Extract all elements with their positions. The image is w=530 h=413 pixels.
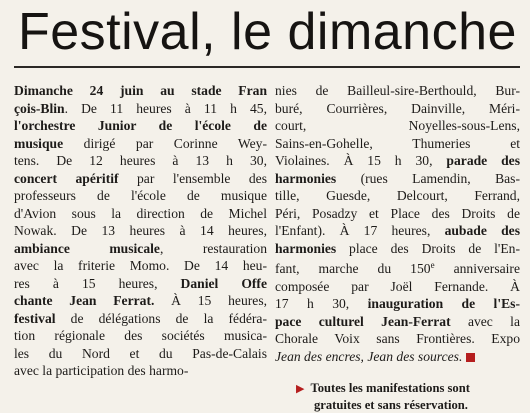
text-run: harmonies (275, 170, 337, 186)
text-run: les du Nord et du Pas-de-Calais (14, 345, 267, 361)
text-run: festival (14, 310, 56, 326)
col1-line (14, 275, 267, 293)
text-run: de délégations de la fédéra- (55, 310, 267, 326)
text-run: tens. De 12 heures à 13 h 30, (14, 153, 267, 168)
text-run: , restauration (159, 240, 267, 256)
text-run: Daniel Offe (180, 275, 267, 291)
col1-line (14, 292, 267, 310)
col1-line (14, 205, 267, 223)
col2-line (275, 295, 520, 313)
text-run: pace culturel Jean-Ferrat (275, 313, 451, 329)
col2-line (275, 205, 520, 223)
text-run: Chorale Voix sans Frontières. Expo (275, 331, 520, 346)
col1-line (14, 327, 267, 345)
col2-line (275, 100, 520, 118)
col1-line (14, 362, 267, 380)
col2-line (275, 348, 520, 366)
text-run: tille, Guesde, Delcourt, Ferrand, (275, 188, 520, 203)
article-headline: Festival, le dimanche (18, 3, 517, 61)
col2-line (275, 135, 520, 153)
text-run: Sains-en-Gohelle, Thumeries et (275, 135, 520, 151)
text-run: anniversaire (434, 261, 520, 276)
text-run: tion régionale des sociétés musica- (14, 328, 267, 343)
triangle-bullet-icon: ▶ (296, 383, 305, 395)
headline-rule (14, 66, 520, 68)
text-run: court, Noyelles-sous-Lens, (275, 118, 520, 133)
col1-line (14, 310, 267, 328)
text-run: parade des (446, 153, 520, 168)
text-run: (rues Lamendin, Bas- (336, 170, 520, 186)
text-run: d'Avion sous la direction de Michel (14, 205, 267, 221)
text-run: Dimanche 24 juin au stade Fran (14, 83, 267, 98)
col1-line (14, 187, 267, 205)
text-run: ambiance musicale (14, 240, 160, 256)
text-run: l'orchestre Junior de l'école de (14, 118, 267, 133)
col1-line (14, 170, 267, 188)
text-run: Nowak. De 13 heures à 14 heures, (14, 223, 267, 238)
col1-line (14, 117, 267, 135)
col2-line (275, 170, 520, 188)
text-run: professeurs de l'école de musique (14, 188, 267, 203)
text-run: inauguration de l'Es- (367, 296, 520, 311)
text-run: aubade des (444, 223, 520, 238)
col1-line (14, 222, 267, 240)
text-run: nies de Bailleul-sire-Berthould, Bur- (275, 83, 520, 98)
text-run: place des Droits de l'En- (336, 240, 520, 256)
footnote-line-1: ▶ Toutes les manifestations sont (296, 381, 470, 395)
footnote-line-2: gratuites et sans réservation. (314, 398, 468, 412)
end-square-icon (466, 353, 475, 362)
text-run: res à 15 heures, (14, 275, 181, 291)
article-column-2 (275, 82, 520, 365)
text-run: dirigé par Corinne Wey- (63, 135, 267, 151)
col2-line (275, 313, 520, 331)
text-run: par l'ensemble des (118, 170, 267, 186)
text-run: avec la (450, 313, 520, 329)
col2-line (275, 240, 520, 258)
text-run: 17 h 30, (275, 296, 368, 311)
text-run: avec la participation des harmo- (14, 363, 189, 378)
col2-line (275, 82, 520, 100)
text-run: çois-Blin (14, 100, 65, 116)
col2-line (275, 117, 520, 135)
text-run: l'Enfant). À 17 heures, (275, 223, 445, 238)
text-run: harmonies (275, 240, 337, 256)
text-run: avec la friterie Momo. De 14 heu- (14, 258, 267, 273)
col2-line (275, 330, 520, 348)
text-run: concert apéritif (14, 170, 119, 186)
article-column-1 (14, 82, 267, 380)
text-run: fant, marche du 150 (275, 261, 431, 276)
col2-line (275, 257, 520, 278)
footnote (296, 380, 522, 413)
text-run: musique (14, 135, 64, 151)
text-run: À 15 heures, (154, 293, 268, 308)
col1-line (14, 82, 267, 100)
col1-line (14, 257, 267, 275)
text-run: Violaines. À 15 h 30, (275, 153, 447, 168)
col1-line (14, 152, 267, 170)
text-run: Péri, Posadzy et Place des Droits de (275, 205, 520, 221)
col1-line (14, 100, 267, 118)
text-run: Jean des encres, Jean des sources. (275, 348, 463, 364)
text-run: chante Jean Ferrat. (14, 293, 155, 308)
col2-line (275, 222, 520, 240)
text-run: e (430, 260, 435, 270)
col1-line (14, 345, 267, 363)
col2-line (275, 278, 520, 296)
col2-line (275, 152, 520, 170)
col1-line (14, 240, 267, 258)
text-run: buré, Courrières, Dainville, Méri- (275, 100, 520, 116)
text-run: composée par Joël Fernande. À (275, 278, 520, 294)
col1-line (14, 135, 267, 153)
text-run: . De 11 heures à 11 h 45, (64, 100, 267, 116)
col2-line (275, 187, 520, 205)
